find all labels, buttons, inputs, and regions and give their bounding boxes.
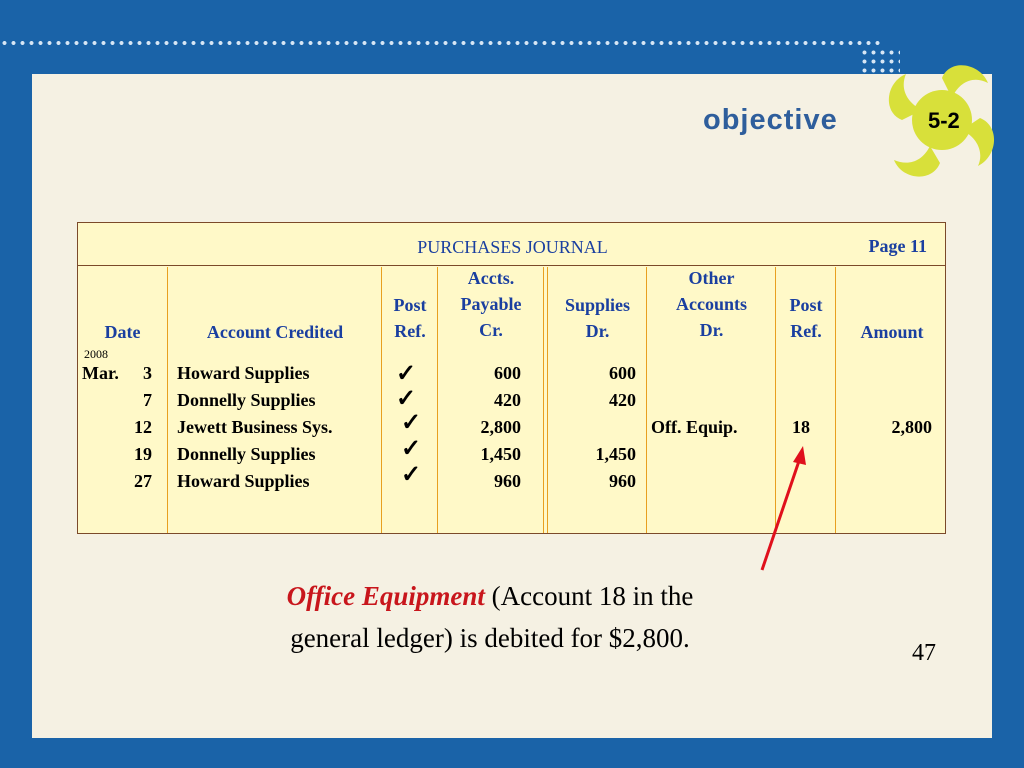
row-amount: 2,800 <box>891 417 932 437</box>
column-divider <box>646 267 647 533</box>
row-accounts-payable: 1,450 <box>480 444 521 464</box>
column-header-supplies: Supplies Dr. <box>564 295 631 341</box>
post-ref-check-icon: ✓ <box>401 462 422 488</box>
row-day: 27 <box>134 471 152 491</box>
column-divider <box>543 267 544 533</box>
journal-title: PURCHASES JOURNAL <box>417 237 608 257</box>
row-day: 7 <box>143 390 152 410</box>
post-ref-check-icon: ✓ <box>396 386 417 412</box>
column-divider <box>381 267 382 533</box>
column-header-date: Date <box>104 322 141 342</box>
row-accounts-payable: 600 <box>494 363 521 383</box>
column-divider <box>835 267 836 533</box>
caption-emphasis: Office Equipment <box>286 581 485 611</box>
column-header-accounts-payable: Accts. Payable Cr. <box>460 268 522 340</box>
row-account: Donnelly Supplies <box>177 444 316 464</box>
journal-page-number: Page 11 <box>868 236 927 256</box>
row-supplies: 1,450 <box>595 444 636 464</box>
row-account: Donnelly Supplies <box>177 390 316 410</box>
post-ref-check-icon: ✓ <box>401 410 422 436</box>
post-ref-check-icon: ✓ <box>396 361 417 387</box>
caption-line-1 <box>200 575 780 617</box>
column-header-post-ref-2: Post Ref. <box>789 295 823 341</box>
caption-line-1-rest: (Account 18 in the <box>484 581 694 611</box>
column-divider <box>437 267 438 533</box>
purchases-journal <box>77 222 946 534</box>
row-supplies: 420 <box>609 390 636 410</box>
column-header-account-credited: Account Credited <box>206 322 344 342</box>
row-day: 3 <box>143 363 152 383</box>
row-supplies: 960 <box>609 471 636 491</box>
row-day: 19 <box>134 444 152 464</box>
slide-number: 47 <box>912 640 936 666</box>
post-ref-check-icon: ✓ <box>401 436 422 462</box>
row-month: Mar. <box>82 363 119 383</box>
column-divider <box>167 267 168 533</box>
row-supplies: 600 <box>609 363 636 383</box>
caption <box>200 575 780 659</box>
column-divider <box>547 267 548 533</box>
row-account: Howard Supplies <box>177 363 310 383</box>
frame-dotted-line <box>0 40 880 46</box>
column-header-amount: Amount <box>860 322 924 342</box>
row-account: Howard Supplies <box>177 471 310 491</box>
objective-label: objective <box>703 104 838 136</box>
row-day: 12 <box>134 417 152 437</box>
column-divider <box>775 267 776 533</box>
row-accounts-payable: 2,800 <box>480 417 521 437</box>
caption-line-2: general ledger) is debited for $2,800. <box>290 623 690 653</box>
row-accounts-payable: 960 <box>494 471 521 491</box>
row-account: Jewett Business Sys. <box>177 417 333 437</box>
column-header-other-accounts: Other Accounts Dr. <box>676 268 747 340</box>
row-other-post-ref: 18 <box>792 417 810 437</box>
column-header-post-ref: Post Ref. <box>393 295 427 341</box>
objective-number: 5-2 <box>928 108 960 133</box>
row-accounts-payable: 420 <box>494 390 521 410</box>
row-other-account: Off. Equip. <box>651 417 738 437</box>
journal-year: 2008 <box>84 347 108 361</box>
